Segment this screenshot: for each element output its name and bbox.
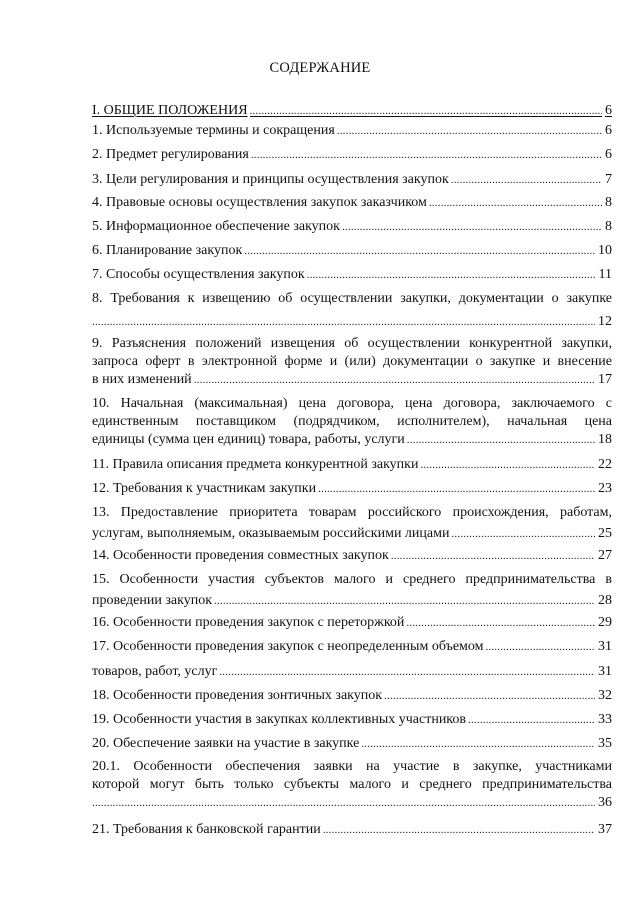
toc-entry[interactable]	[92, 758, 612, 812]
toc-entry[interactable]	[92, 687, 612, 705]
toc-entry-page: 11	[598, 267, 612, 282]
toc-entry-page: 36	[598, 795, 612, 810]
toc-entry-page: 33	[598, 712, 612, 727]
toc-entry[interactable]	[92, 102, 612, 120]
dot-leader	[451, 525, 595, 543]
toc-entry-line: запроса оферт в электронной форме и (или) документации о закупке и внесение	[92, 354, 612, 369]
toc-entry-line: 13. Предоставление приоритета товарам российского происхождения, работам,	[92, 505, 612, 520]
toc-entry-line: 8. Требования к извещению об осуществлении закупки, документации о закупке	[92, 291, 612, 306]
toc-entry[interactable]	[92, 504, 612, 543]
dot-leader	[468, 711, 595, 729]
toc-entry-title: в них изменений	[92, 372, 192, 387]
toc-entry-page: 18	[598, 432, 612, 447]
toc-entry-line: которой могут быть только субъекты малого и среднего предпринимательства	[92, 777, 612, 792]
dot-leader	[250, 102, 602, 120]
toc-entry-title: 2. Предмет регулирования	[92, 147, 249, 162]
dot-leader	[486, 638, 596, 656]
dot-leader	[337, 122, 602, 140]
toc-entry-title: 19. Особенности участия в закупках коллективных участников	[92, 712, 467, 727]
toc-entry[interactable]	[92, 571, 612, 610]
toc-entry-page: 29	[598, 615, 612, 630]
toc-entry-page: 12	[598, 314, 612, 329]
toc-entry-page: 35	[598, 736, 612, 751]
toc-entry-title: 1. Используемые термины и сокращения	[92, 123, 335, 138]
toc-entry[interactable]	[92, 735, 612, 753]
toc-entry-page: 25	[598, 526, 612, 541]
dot-leader	[406, 614, 595, 632]
toc-entry-title: проведении закупок	[92, 593, 213, 608]
toc-entry[interactable]	[92, 266, 612, 284]
toc-entry-page: 32	[598, 688, 612, 703]
toc-entry[interactable]	[92, 146, 612, 164]
toc-entry-line: единственным поставщиком (подрядчиком, исполнителем), начальная цена	[92, 414, 612, 429]
dot-leader	[342, 218, 602, 236]
toc-entry-title: 21. Требования к банковской гарантии	[92, 822, 321, 837]
toc-entry-page: 22	[598, 457, 612, 472]
toc-entry[interactable]	[92, 171, 612, 189]
toc-entry-title: 11. Правила описания предмета конкурентной закупки	[92, 457, 419, 472]
toc-entry-line: 20.1. Особенности обеспечения заявки на участие в закупке, участниками	[92, 759, 612, 774]
toc-entry-title: товаров, работ, услуг	[92, 664, 218, 679]
toc-entry-title: 7. Способы осуществления закупок	[92, 267, 305, 282]
dot-leader	[251, 146, 602, 164]
toc-entry[interactable]	[92, 122, 612, 140]
toc-entry[interactable]	[92, 711, 612, 729]
dot-leader	[361, 735, 595, 753]
toc-entry-line: 15. Особенности участия субъектов малого и среднего предпринимательства в	[92, 572, 612, 587]
dot-leader	[451, 171, 602, 189]
toc-entry-title: услугам, выполняемым, оказываемым российскими лицами	[92, 526, 450, 541]
toc-entry-title: единицы (сумма цен единиц) товара, работы, услуги	[92, 432, 405, 447]
toc-entry[interactable]	[92, 547, 612, 565]
dot-leader	[318, 480, 595, 498]
toc-entry-page: 28	[598, 593, 612, 608]
dot-leader	[219, 663, 595, 681]
dot-leader	[323, 821, 595, 839]
toc-entry-page: 6	[605, 103, 612, 118]
toc-entry-page: 8	[605, 219, 612, 234]
toc-entry-page: 17	[598, 372, 612, 387]
toc-entry-title: 5. Информационное обеспечение закупок	[92, 219, 340, 234]
dot-leader	[420, 456, 595, 474]
toc-entry-title: 4. Правовые основы осуществления закупок заказчиком	[92, 195, 427, 210]
toc-entry-page: 6	[605, 123, 612, 138]
toc-entry[interactable]	[92, 290, 612, 331]
toc-entry-title: 12. Требования к участникам закупки	[92, 481, 317, 496]
toc-entry-title: 20. Обеспечение заявки на участие в закупке	[92, 736, 360, 751]
dot-leader	[244, 242, 595, 260]
toc-entry[interactable]	[92, 456, 612, 474]
toc-entry-page: 23	[598, 481, 612, 496]
dot-leader	[92, 794, 595, 812]
toc-entry[interactable]	[92, 821, 612, 839]
toc-entry-title: 17. Особенности проведения закупок с неопределенным объемом	[92, 639, 484, 654]
toc-entry-page: 27	[598, 548, 612, 563]
toc-entry-page: 31	[598, 639, 612, 654]
toc-entry-title: 16. Особенности проведения закупок с переторжкой	[92, 615, 405, 630]
page-title: СОДЕРЖАНИЕ	[269, 60, 371, 76]
toc-entry-title: 18. Особенности проведения зонтичных закупок	[92, 688, 383, 703]
toc-entry[interactable]	[92, 395, 612, 449]
toc-entry-line: 9. Разъяснения положений извещения об осуществлении конкурентной закупки,	[92, 336, 612, 351]
toc-entry[interactable]	[92, 480, 612, 498]
toc-entry[interactable]	[92, 614, 612, 632]
toc-entry-page: 6	[605, 147, 612, 162]
toc-entry[interactable]	[92, 335, 612, 389]
dot-leader	[407, 431, 595, 449]
dot-leader	[194, 371, 595, 389]
toc-entry[interactable]	[92, 242, 612, 260]
dot-leader	[307, 266, 596, 284]
toc-entry-title: 6. Планирование закупок	[92, 243, 243, 258]
dot-leader	[391, 547, 595, 565]
toc-entry[interactable]	[92, 638, 612, 656]
toc-entry-title: I. ОБЩИЕ ПОЛОЖЕНИЯ	[92, 103, 248, 118]
toc-entry[interactable]	[92, 194, 612, 212]
dot-leader	[429, 194, 602, 212]
toc-entry[interactable]	[92, 218, 612, 236]
toc-entry-page: 7	[605, 172, 612, 187]
dot-leader	[384, 687, 595, 705]
toc-entry[interactable]	[92, 663, 612, 681]
dot-leader	[92, 313, 595, 331]
toc-entry-page: 10	[598, 243, 612, 258]
toc-entry-page: 31	[598, 664, 612, 679]
toc-entry-page: 8	[605, 195, 612, 210]
dot-leader	[214, 592, 595, 610]
toc-entry-page: 37	[598, 822, 612, 837]
toc-entry-line: 10. Начальная (максимальная) цена договора, цена договора, заключаемого с	[92, 396, 612, 411]
toc-entry-title: 3. Цели регулирования и принципы осуществления закупок	[92, 172, 449, 187]
toc-entry-title: 14. Особенности проведения совместных закупок	[92, 548, 389, 563]
